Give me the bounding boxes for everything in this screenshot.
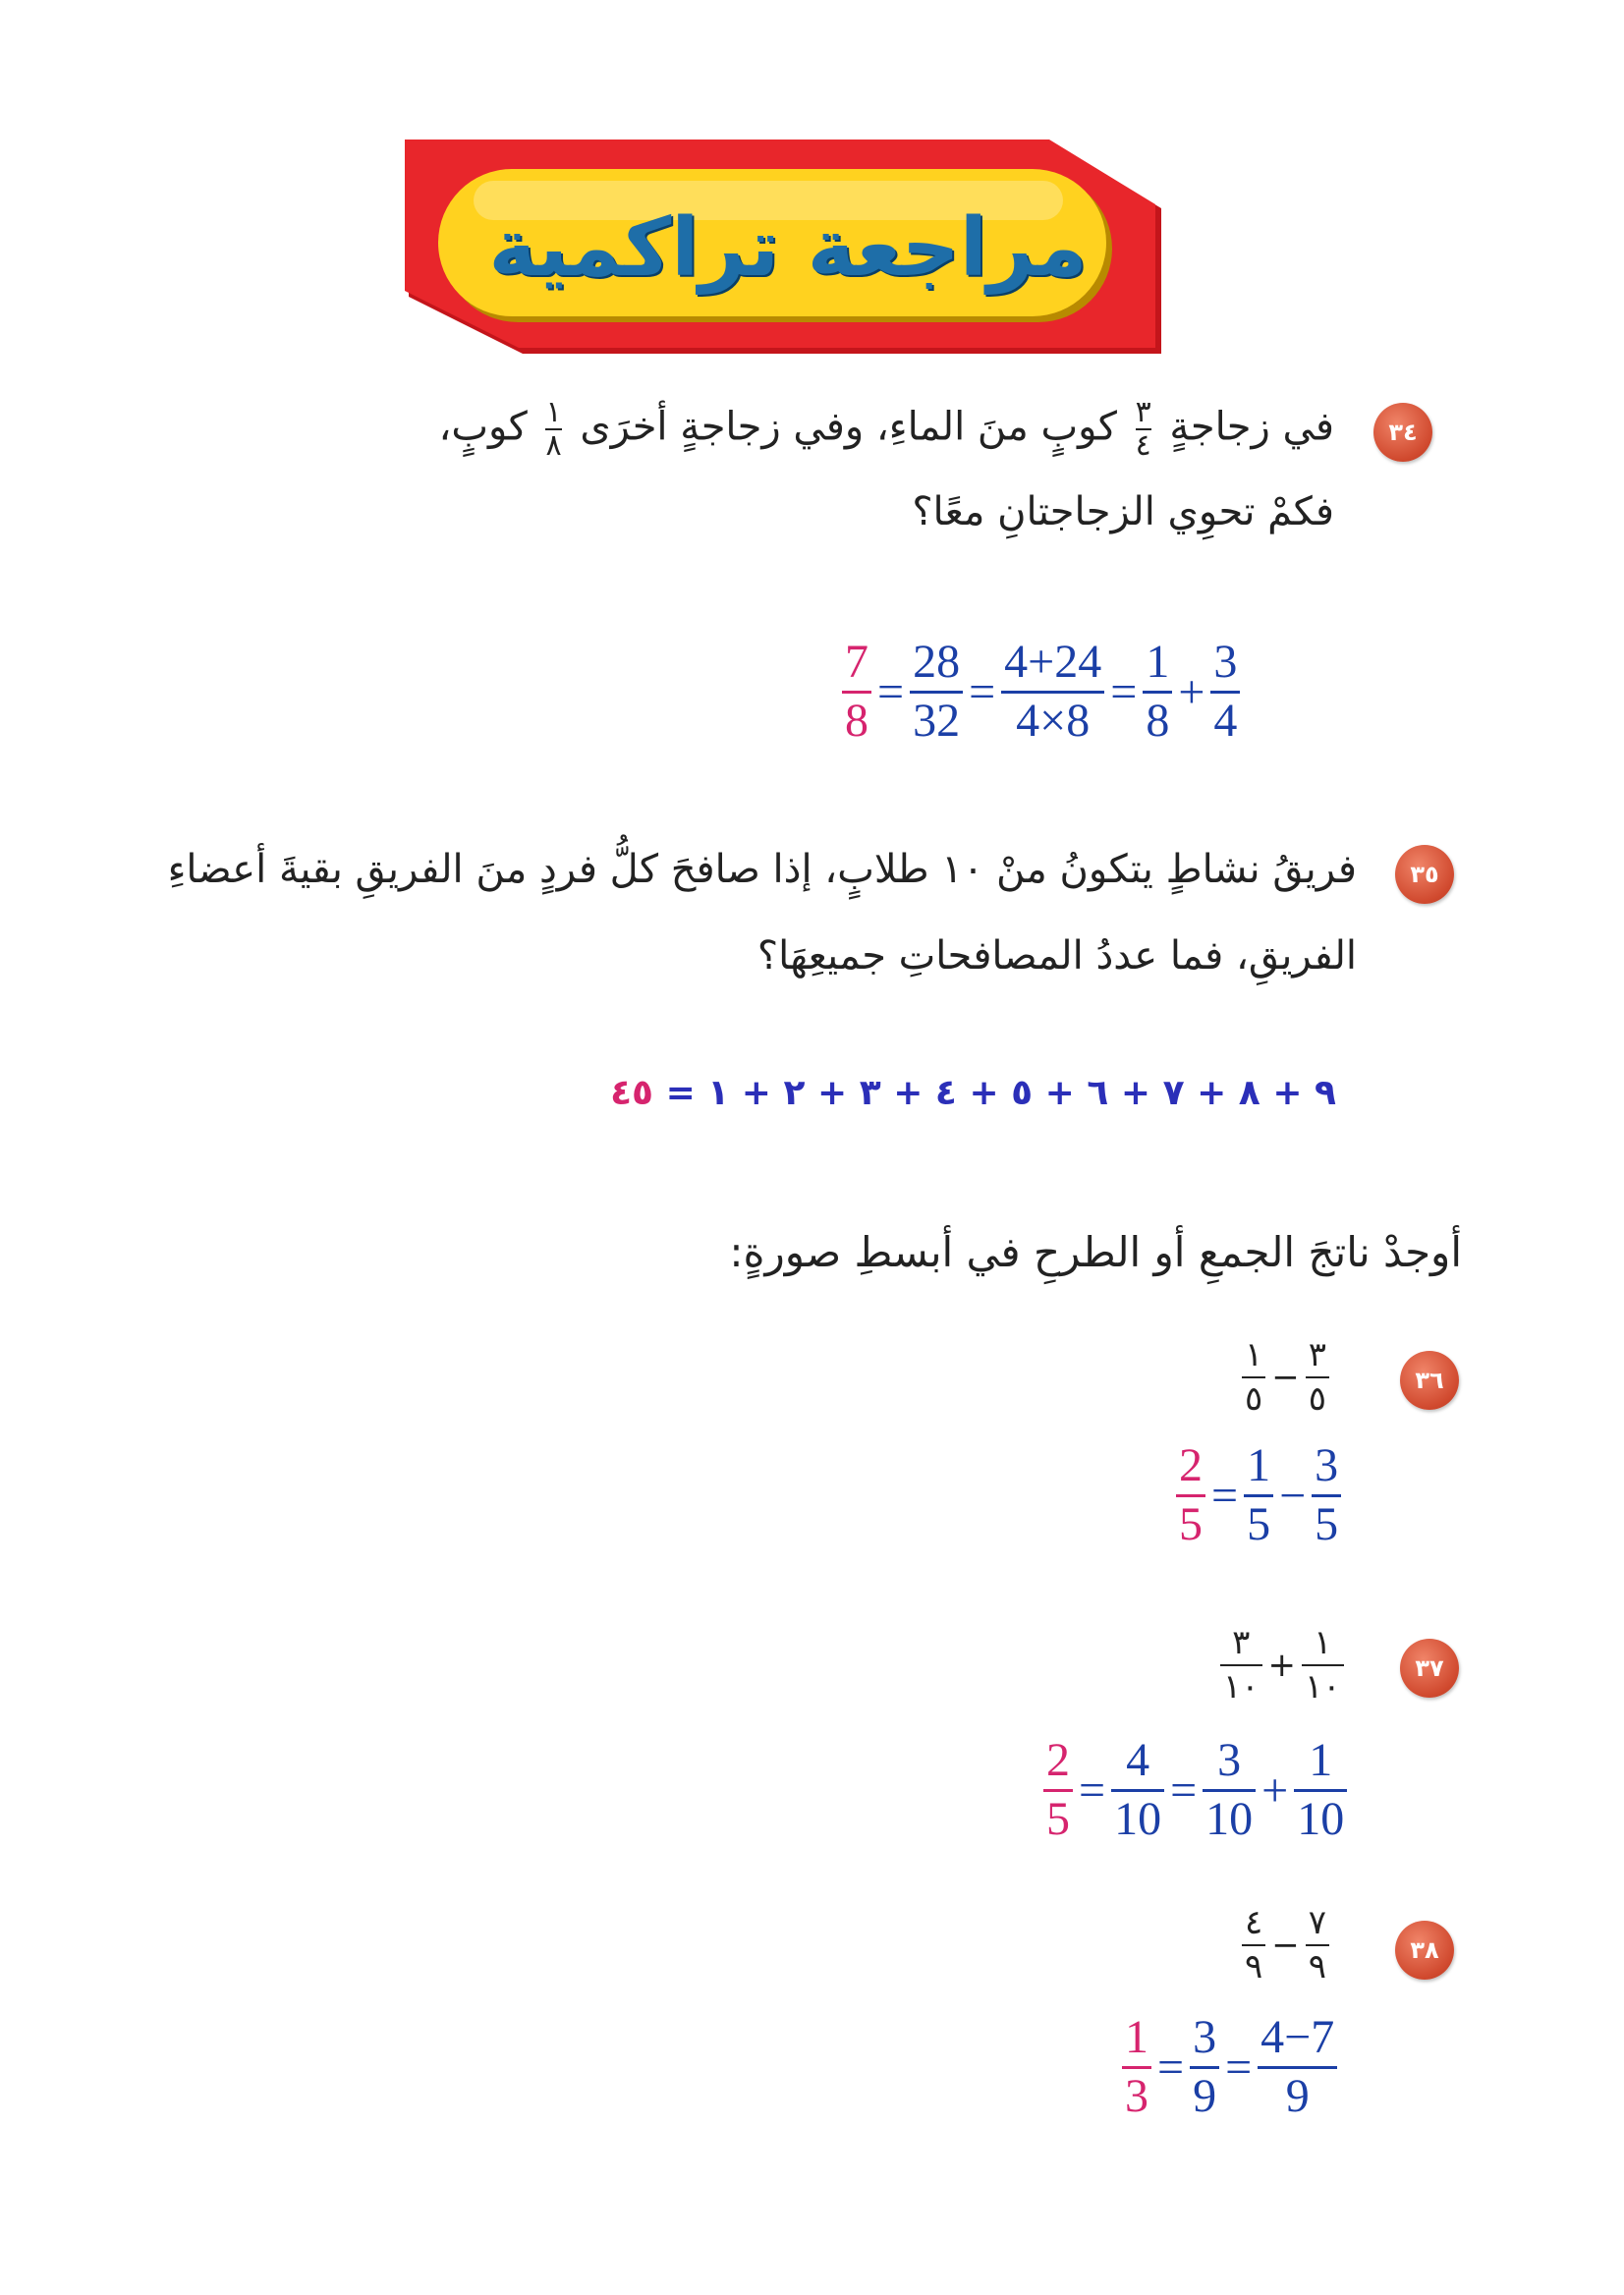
problem-34-text-line2: فكمْ تحوِي الزجاجتانِ معًا؟: [912, 489, 1334, 534]
fraction-denominator: ٥: [1308, 1379, 1327, 1419]
plus-sign: +: [1261, 1763, 1289, 1817]
fraction-denominator: ٤: [1135, 427, 1151, 463]
answer-step-fraction: [1258, 2011, 1337, 2122]
fraction-numerator: 3: [1213, 636, 1238, 688]
problem-number-badge: ٣٤: [1373, 403, 1432, 462]
answer-result-fraction: [1122, 2011, 1151, 2122]
answer-result-fraction: [1043, 1734, 1073, 1845]
text-fragment: كوبٍ،: [438, 404, 528, 450]
equals-sign: =: [1225, 2041, 1253, 2094]
fraction-numerator: ٣: [1135, 395, 1151, 429]
equals-sign: =: [1211, 1469, 1239, 1522]
equals-sign: =: [1170, 1763, 1198, 1817]
answer-term-fraction: [1294, 1734, 1347, 1845]
fraction-denominator: ٥: [1245, 1379, 1263, 1419]
answer-result-fraction: [1176, 1439, 1205, 1550]
page-title: مراجعة تراكمية: [488, 200, 1088, 295]
fraction-denominator: 3: [1125, 2070, 1148, 2122]
fraction-numerator: ١: [545, 395, 562, 429]
inline-fraction: [545, 397, 561, 461]
problem-36-answer: [1174, 1439, 1343, 1550]
plus-sign: +: [1267, 1645, 1297, 1685]
answer-step-fraction: [1001, 636, 1104, 747]
fraction-denominator: 10: [1297, 1793, 1345, 1845]
answer-term-fraction: [1210, 636, 1240, 747]
text-fragment: في زجاجةٍ: [1169, 404, 1334, 450]
problem-34-text-line1: [438, 397, 1334, 461]
problem-37-question: [1218, 1623, 1346, 1707]
answer-result-fraction: [842, 636, 871, 747]
answer-step-fraction: [910, 636, 963, 747]
fraction-denominator: 8: [1146, 695, 1170, 747]
question-fraction: [1242, 1903, 1265, 1987]
fraction-denominator: ٩: [1245, 1947, 1263, 1987]
fraction-numerator: 1: [1247, 1439, 1271, 1491]
answer-result: ٤٥: [610, 1073, 654, 1113]
problem-35-text-line2: الفريقِ، فما عددُ المصافحاتِ جميعِهَا؟: [756, 933, 1357, 979]
fraction-numerator: 7: [845, 636, 868, 688]
question-fraction: [1220, 1623, 1262, 1707]
fraction-numerator: 2: [1046, 1734, 1070, 1786]
fraction-numerator: ١: [1245, 1335, 1263, 1374]
fraction-denominator: 8: [845, 695, 868, 747]
fraction-numerator: 1: [1309, 1734, 1333, 1786]
fraction-numerator: 4: [1126, 1734, 1150, 1786]
fraction-numerator: 3: [1193, 2011, 1217, 2063]
problem-34-answer: [840, 636, 1242, 747]
minus-sign: −: [1279, 1469, 1307, 1522]
answer-sum-expression: ٩ + ٨ + ٧ + ٦ + ٥ + ٤ + ٣ + ٢ + ١ =: [665, 1073, 1336, 1113]
minus-sign: −: [1271, 1357, 1300, 1397]
fraction-numerator: 4−7: [1260, 2011, 1335, 2063]
equals-sign: =: [1079, 1763, 1106, 1817]
fraction-denominator: 9: [1285, 2070, 1310, 2122]
problem-number-badge: ٣٦: [1400, 1351, 1459, 1410]
fraction-numerator: ٧: [1308, 1903, 1327, 1942]
problem-36-question: [1240, 1335, 1331, 1419]
title-banner: [405, 140, 1161, 358]
fraction-numerator: ١: [1314, 1623, 1332, 1662]
problem-35-text-line1: فريقُ نشاطٍ يتكونُ منْ ١٠ طلابٍ، إذا صافحَ كلُّ فردٍ منَ الفريقِ بقيةَ أعضاءِ: [167, 847, 1357, 892]
text-fragment: كوبٍ منَ الماءِ، وفي زجاجةٍ أخرَى: [580, 404, 1117, 450]
problem-37-answer: [1041, 1734, 1349, 1845]
fraction-numerator: 28: [913, 636, 961, 688]
fraction-numerator: 4+24: [1004, 636, 1102, 688]
fraction-denominator: 5: [1315, 1498, 1339, 1550]
fraction-denominator: 5: [1179, 1498, 1203, 1550]
problem-number-badge: ٣٨: [1395, 1921, 1454, 1980]
answer-step-fraction: [1190, 2011, 1219, 2122]
section-instruction: أوجدْ ناتجَ الجمعِ أو الطرحِ في أبسطِ صورةٍ:: [729, 1228, 1462, 1276]
equals-sign: =: [877, 665, 905, 718]
problem-35-answer: [550, 1073, 1336, 1132]
fraction-denominator: 10: [1205, 1793, 1254, 1845]
question-fraction: [1242, 1335, 1265, 1419]
fraction-numerator: 2: [1179, 1439, 1203, 1491]
fraction-numerator: ٣: [1232, 1623, 1251, 1662]
fraction-denominator: 32: [913, 695, 961, 747]
fraction-numerator: 3: [1217, 1734, 1242, 1786]
answer-term-fraction: [1203, 1734, 1256, 1845]
question-fraction: [1306, 1335, 1329, 1419]
answer-term-fraction: [1312, 1439, 1341, 1550]
fraction-denominator: 4×8: [1016, 695, 1091, 747]
fraction-denominator: 5: [1247, 1498, 1271, 1550]
fraction-numerator: ٤: [1245, 1903, 1263, 1942]
plus-sign: +: [1178, 665, 1205, 718]
fraction-denominator: ١٠: [1223, 1667, 1260, 1707]
problem-number-badge: ٣٥: [1395, 845, 1454, 904]
fraction-denominator: 5: [1046, 1793, 1070, 1845]
minus-sign: −: [1271, 1925, 1300, 1965]
problem-number-badge: ٣٧: [1400, 1639, 1459, 1698]
equals-sign: =: [1110, 665, 1138, 718]
question-fraction: [1306, 1903, 1329, 1987]
fraction-denominator: 4: [1213, 695, 1238, 747]
fraction-denominator: ٩: [1308, 1947, 1327, 1987]
fraction-denominator: ١٠: [1305, 1667, 1341, 1707]
answer-term-fraction: [1143, 636, 1172, 747]
answer-step-fraction: [1111, 1734, 1164, 1845]
problem-38-question: [1240, 1903, 1331, 1987]
fraction-denominator: 10: [1114, 1793, 1162, 1845]
question-fraction: [1302, 1623, 1344, 1707]
fraction-numerator: ٣: [1308, 1335, 1327, 1374]
answer-term-fraction: [1244, 1439, 1273, 1550]
fraction-numerator: 1: [1125, 2011, 1148, 2063]
fraction-denominator: 9: [1193, 2070, 1217, 2122]
equals-sign: =: [1157, 2041, 1185, 2094]
inline-fraction: [1136, 397, 1151, 461]
equals-sign: =: [969, 665, 996, 718]
fraction-numerator: 1: [1146, 636, 1170, 688]
problem-38-answer: [1120, 2011, 1339, 2122]
fraction-denominator: ٨: [545, 427, 562, 463]
fraction-numerator: 3: [1315, 1439, 1339, 1491]
